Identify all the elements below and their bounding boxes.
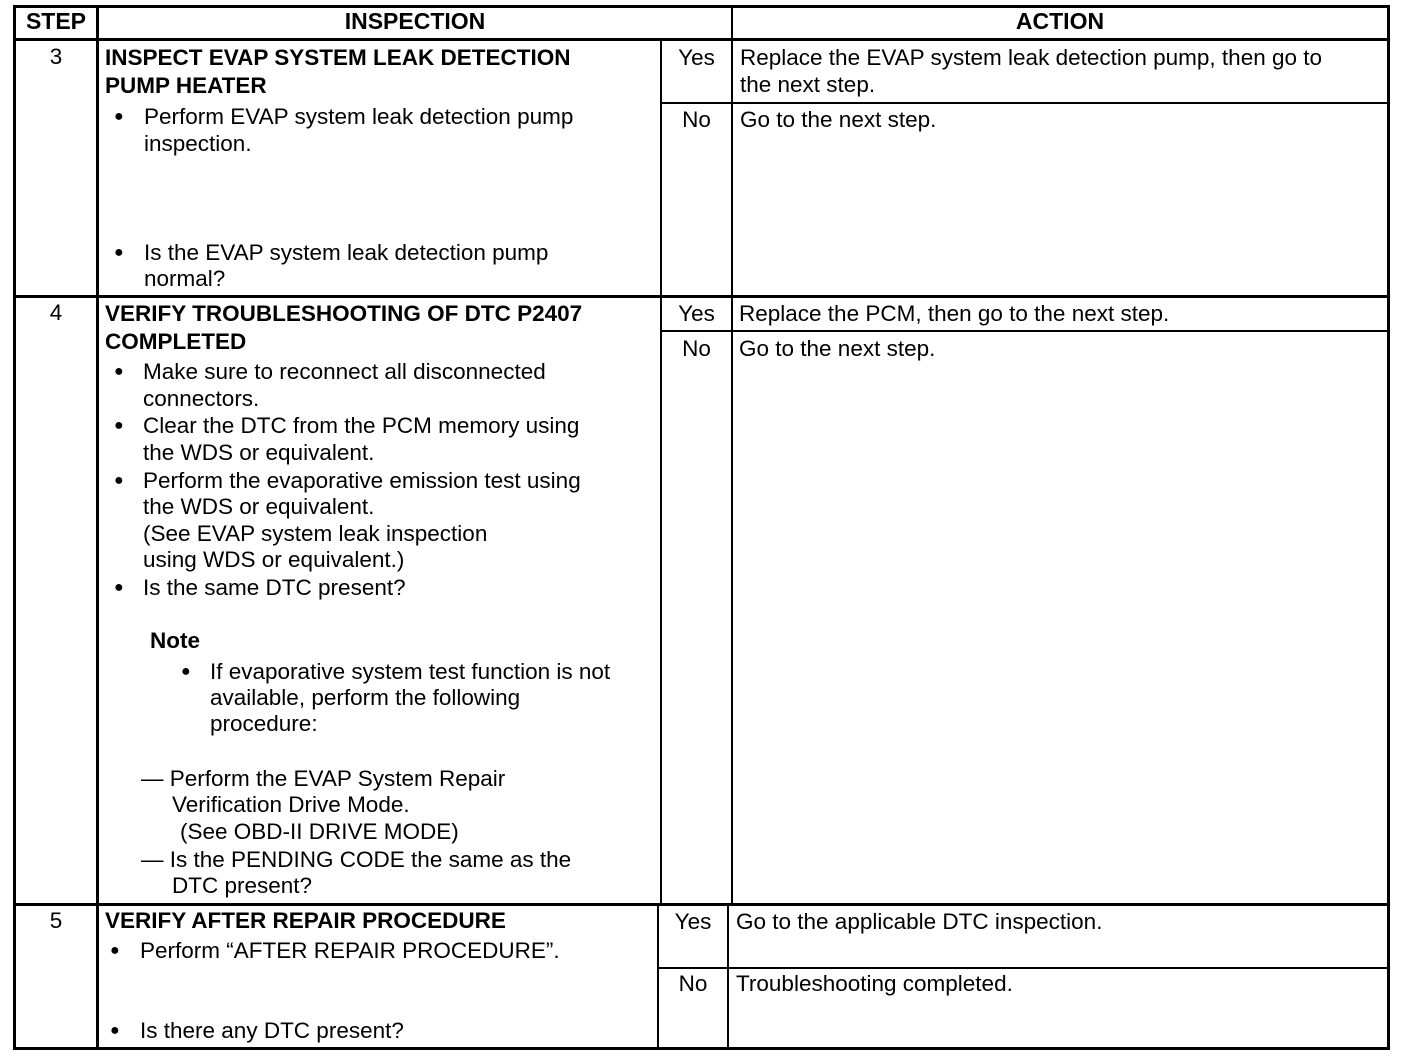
step-title: VERIFY AFTER REPAIR PROCEDURE [105, 908, 506, 933]
action-text: the next step. [740, 72, 876, 97]
inspection-text: using WDS or equivalent.) [143, 547, 405, 572]
note-text: available, perform the following [210, 685, 521, 710]
border-right [1387, 5, 1390, 1050]
note-title: Note [150, 628, 200, 653]
procedure-text: DTC present? [172, 873, 313, 898]
action-text: Go to the applicable DTC inspection. [736, 909, 1103, 934]
inspection-text: Make sure to reconnect all disconnected [143, 359, 546, 384]
step-col-divider [96, 5, 99, 1050]
action-col-divider-r5 [727, 905, 729, 1050]
action-text: Go to the next step. [740, 107, 937, 132]
inspection-text: connectors. [143, 386, 260, 411]
bullet-icon: ● [181, 663, 191, 680]
no-label: No [678, 971, 708, 996]
border-left [13, 5, 16, 1050]
step-title-line2: COMPLETED [105, 329, 247, 354]
step-title-line2: PUMP HEATER [105, 73, 267, 98]
procedure-text: (See OBD-II DRIVE MODE) [180, 819, 459, 844]
action-text: Go to the next step. [739, 336, 936, 361]
inspection-text: Is the same DTC present? [143, 575, 406, 600]
header-inspection: INSPECTION [344, 8, 486, 34]
action-text: Replace the EVAP system leak detection pump, then go to [740, 45, 1323, 70]
procedure-text: — Is the PENDING CODE the same as the [141, 847, 572, 872]
bullet-icon: ● [114, 472, 124, 489]
step-number: 4 [49, 300, 63, 325]
yesno-col-divider [660, 40, 662, 906]
yes-label: Yes [678, 301, 715, 326]
yes-label: Yes [674, 909, 712, 934]
action-col-divider [731, 5, 733, 906]
inspection-text: Perform “AFTER REPAIR PROCEDURE”. [140, 938, 560, 963]
bullet-icon: ● [114, 579, 124, 596]
bullet-icon: ● [110, 1022, 120, 1039]
inspection-text: Perform the evaporative emission test using [143, 468, 581, 493]
inspection-text: Is there any DTC present? [140, 1018, 404, 1043]
inspection-text: (See EVAP system leak inspection [143, 521, 488, 546]
row4-bottom [13, 903, 1390, 906]
bullet-icon: ● [110, 942, 120, 959]
bullet-icon: ● [114, 244, 124, 261]
bullet-icon: ● [114, 417, 124, 434]
inspection-text: Is the EVAP system leak detection pump [144, 240, 549, 265]
step-title-line1: VERIFY TROUBLESHOOTING OF DTC P2407 [105, 301, 583, 326]
step-title-line1: INSPECT EVAP SYSTEM LEAK DETECTION [105, 45, 571, 70]
action-text: Troubleshooting completed. [736, 971, 1013, 996]
procedure-text: — Perform the EVAP System Repair [141, 766, 506, 791]
row3-yes-divider [661, 102, 1390, 104]
inspection-text: Perform EVAP system leak detection pump [144, 104, 574, 129]
border-bottom [13, 1047, 1390, 1050]
header-action: ACTION [1015, 8, 1105, 34]
inspection-text: Clear the DTC from the PCM memory using [143, 413, 580, 438]
yes-label: Yes [678, 45, 715, 70]
bullet-icon: ● [114, 108, 124, 125]
step-number: 5 [49, 908, 63, 933]
note-text: procedure: [210, 711, 318, 736]
inspection-text: the WDS or equivalent. [143, 440, 375, 465]
no-label: No [682, 336, 711, 361]
no-label: No [682, 107, 711, 132]
action-text: Replace the PCM, then go to the next step. [739, 301, 1170, 326]
inspection-text: inspection. [144, 131, 252, 156]
inspection-text: the WDS or equivalent. [143, 494, 375, 519]
bullet-icon: ● [114, 363, 124, 380]
inspection-text: normal? [144, 266, 226, 291]
row3-bottom [13, 295, 1390, 298]
row4-yes-divider [661, 330, 1390, 332]
row5-yes-divider [658, 967, 1390, 969]
note-text: If evaporative system test function is not [210, 659, 611, 684]
procedure-text: Verification Drive Mode. [172, 792, 410, 817]
step-number: 3 [49, 44, 63, 69]
header-divider [13, 38, 1390, 41]
header-step: STEP [25, 8, 87, 34]
